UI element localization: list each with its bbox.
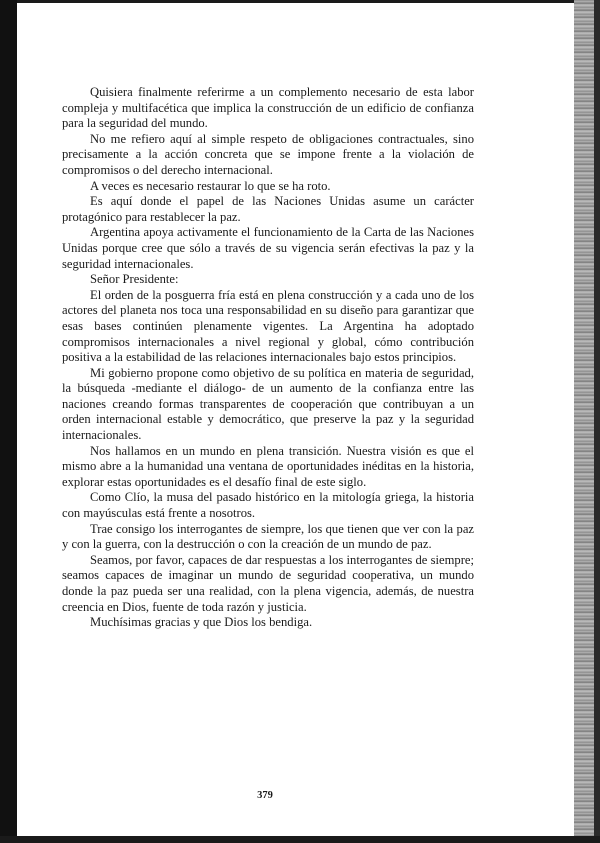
salutation: Señor Presidente: (90, 272, 179, 287)
paragraph: Mi gobierno propone como objetivo de su política en materia de seguridad, la búsqueda -mediante el diálogo- de un aumento de la confianza entre las naciones creando formas transparentes de cooperación que contribuyan a un orden internacional estable y democrático, que preserve la paz y la seguridad internacionales. (62, 365, 474, 443)
paragraph: Trae consigo los interrogantes de siempre, los que tienen que ver con la paz y con la guerra, con la destrucción o con la creación de un mundo de paz. (62, 521, 474, 552)
paragraph: Seamos, por favor, capaces de dar respuestas a los interrogantes de siempre; seamos capaces de imaginar un mundo de seguridad cooperativa, un mundo donde la paz pueda ser una realidad, con la plena vigencia, además, de nuestra creencia en Dios, fuente de toda razón y justicia. (62, 552, 474, 614)
paragraph: El orden de la posguerra fría está en plena construcción y a cada uno de los actores del planeta nos toca una responsabilidad en su diseño para garantizar que esas bases continúen plenamente vigentes. La Argentina ha adoptado compromisos internacionales a nivel regional y global, cómo contribución positiva a la estabilidad de las relaciones internacionales bajo estos principios. (62, 287, 474, 365)
closing-line: Muchísimas gracias y que Dios los bendiga. (90, 615, 313, 630)
paragraph: Como Clío, la musa del pasado histórico en la mitología griega, la historia con mayúsculas está frente a nosotros. (62, 490, 474, 521)
page-number: 379 (257, 790, 273, 801)
document-body (62, 85, 474, 631)
paragraph: A veces es necesario restaurar lo que se ha roto. (90, 178, 331, 193)
scan-border-left (0, 0, 17, 843)
paragraph: Argentina apoya activamente el funcionamiento de la Carta de las Naciones Unidas porque cree que sólo a través de su vigencia serán efectivas la paz y la seguridad internacionales. (62, 225, 474, 271)
scan-border-top (0, 0, 600, 3)
paragraph: Quisiera finalmente referirme a un complemento necesario de esta labor compleja y multifacética que implica la construcción de un edificio de confianza para la seguridad del mundo. (62, 85, 474, 131)
scan-border-right-edge (594, 0, 600, 843)
paragraph: Nos hallamos en un mundo en plena transición. Nuestra visión es que el mismo abre a la humanidad una ventana de oportunidades inéditas en la historia, explorar estas oportunidades es el desafío final de este siglo. (62, 443, 474, 489)
scan-border-bottom (0, 836, 600, 843)
paragraph: Es aquí donde el papel de las Naciones Unidas asume un carácter protagónico para restablecer la paz. (62, 194, 474, 224)
paragraph: No me refiero aquí al simple respeto de obligaciones contractuales, sino precisamente a la acción concreta que se impone frente a la violación de compromisos o del derecho internacional. (62, 131, 474, 177)
